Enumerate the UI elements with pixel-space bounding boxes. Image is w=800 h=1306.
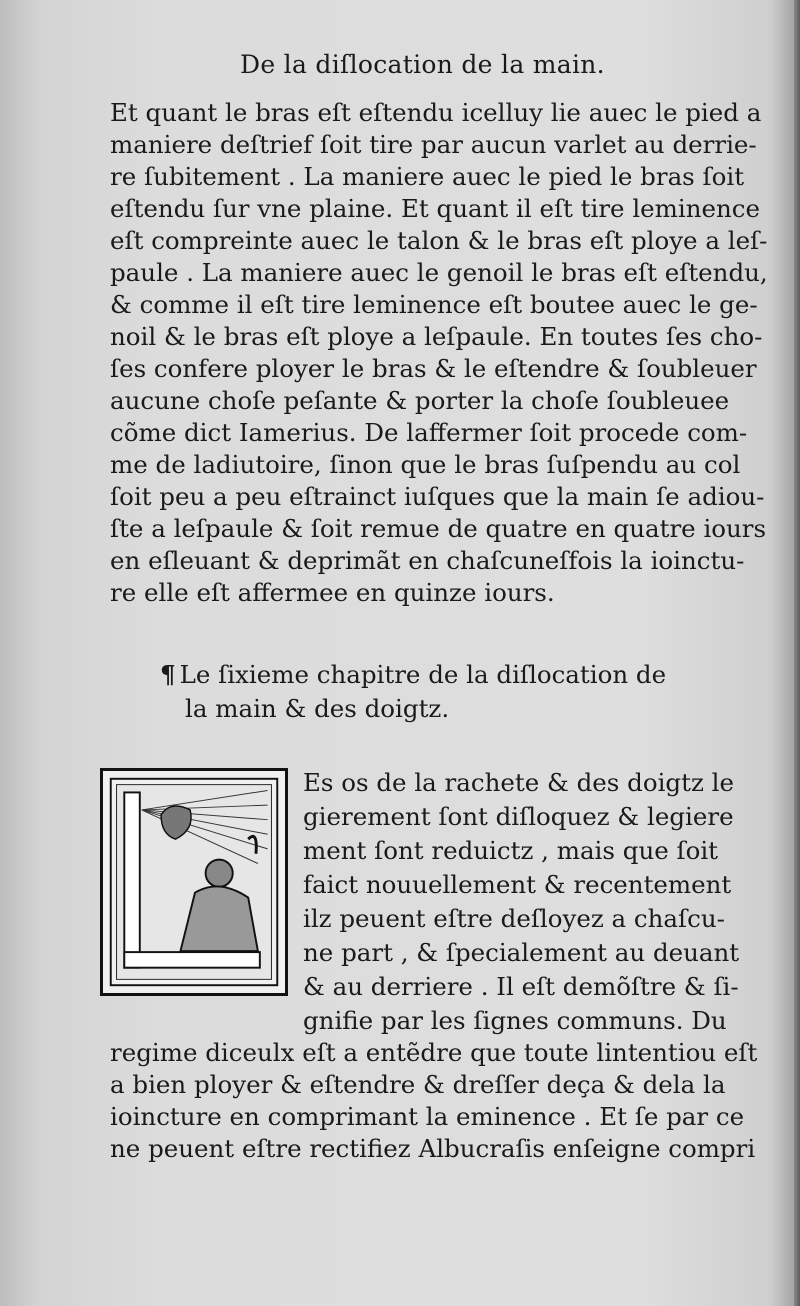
text-line: & comme il eſt tire leminence eſt boutee auec le ge- [110,290,758,319]
text-line: en eſleuant & deprimãt en chaſcuneſfois la ioinctu- [110,546,745,575]
text-line: paule . La maniere auec le genoil le bras eſt eſtendu, [110,258,768,287]
text-line: re elle eſt affermee en quinze iours. [110,578,555,607]
text-line: re ſubitement . La maniere auec le pied le bras ſoit [110,162,745,191]
text-line: ſes confere ployer le bras & le eſtendre & ſoubleuer [110,354,757,383]
text-line: ſte a leſpaule & ſoit remue de quatre en quatre iours [110,514,767,543]
text-line: aucune choſe peſante & porter la choſe ſoubleuee [110,386,730,415]
heading-text: Le ſixieme chapitre de la diſlocation de [179,660,667,689]
text-line: & au derriere . Il eſt demõſtre & ſi- [303,972,739,1001]
text-line: ioincture en comprimant la eminence . Et ſe par ce [110,1102,745,1131]
text-line: ilz peuent eſtre deſloyez a chaſcu- [303,904,725,933]
text-line: Et quant le bras eſt eſtendu icelluy lie auec le pied a [110,98,762,127]
text-line: gnifie par les ſignes communs. Du [303,1006,727,1035]
pilcrow-icon: ¶ [160,660,176,689]
text-line: me de ladiutoire, ſinon que le bras ſuſpendu au col [110,450,741,479]
text-line: cõme dict Iamerius. De laffermer ſoit procede com- [110,418,748,447]
text-line: eſtendu ſur vne plaine. Et quant il eſt tire leminence [110,194,761,223]
text-line: ſoit peu a peu eſtrainct iuſques que la main ſe adiou- [110,482,765,511]
text-line: a bien ployer & eſtendre & dreſſer deça & dela la [110,1070,726,1099]
chapter-heading-line-2: la main & des doigtz. [185,694,450,723]
woodcut-initial-L-icon [100,768,288,996]
text-line: ne peuent eſtre rectifiez Albucraſis enſeigne compri [110,1134,756,1163]
running-header: De la diſlocation de la main. [240,50,605,79]
text-line: ne part , & ſpecialement au deuant [303,938,740,967]
text-line: faict nouuellement & recentement [303,870,732,899]
text-line: noil & le bras eſt ploye a leſpaule. En toutes ſes cho- [110,322,763,351]
page-edge [794,0,800,1306]
text-line: Es os de la rachete & des doigtz le [303,768,734,797]
text-line: maniere deſtrief ſoit tire par aucun varlet au derrie- [110,130,757,159]
text-line: ment ſont reduictz , mais que ſoit [303,836,719,865]
text-line: regime diceulx eſt a entẽdre que toute lintentiou eſt [110,1038,758,1067]
text-line: eſt compreinte auec le talon & le bras eſt ploye a leſ- [110,226,768,255]
text-line: gierement ſont diſloquez & legiere [303,802,734,831]
chapter-heading-line-1 [160,660,666,689]
